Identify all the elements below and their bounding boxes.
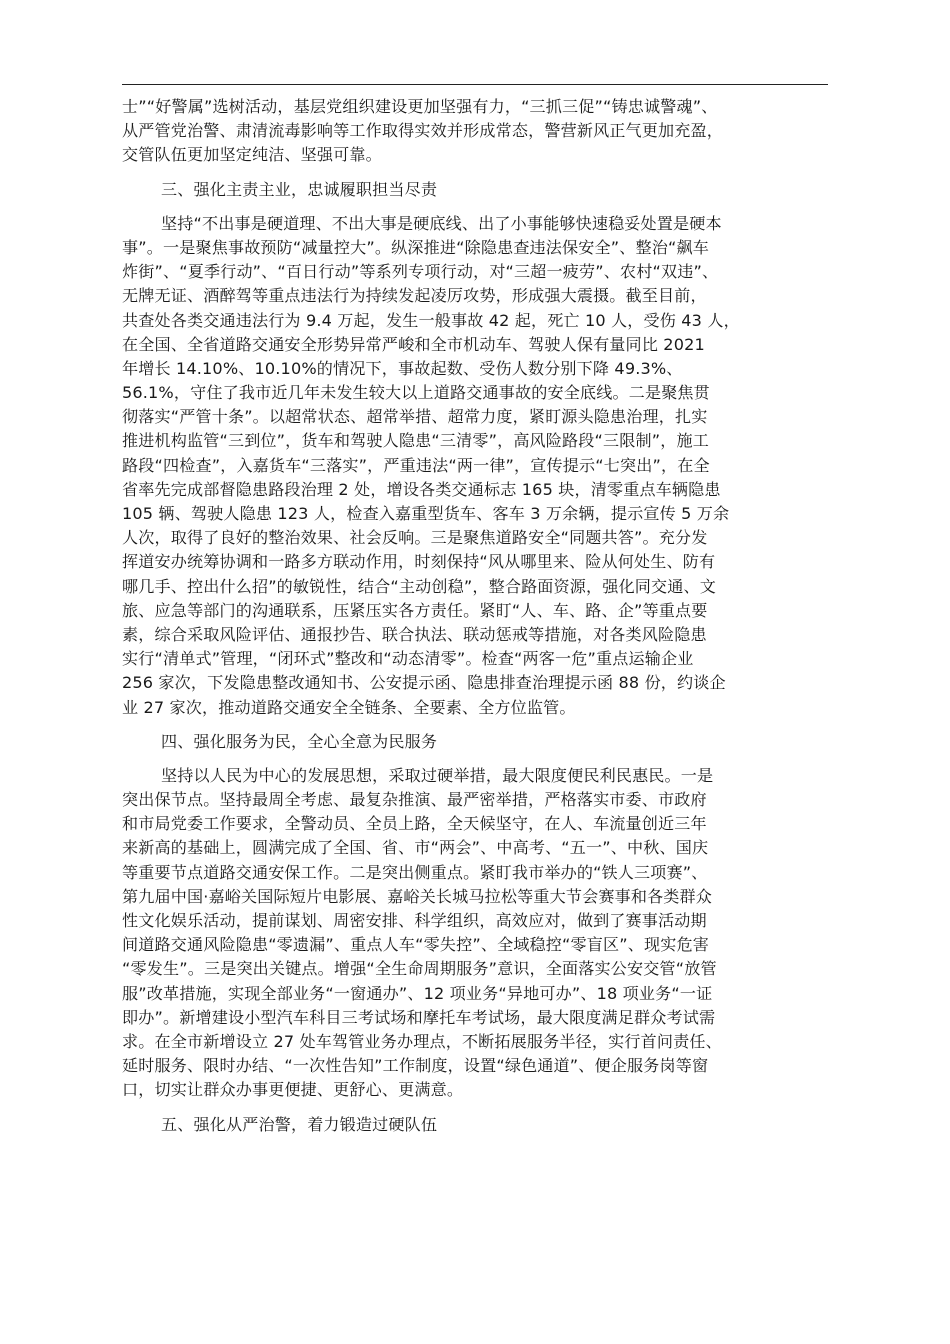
text-line: 素，综合采取风险评估、通报抄告、联合执法、联动惩戒等措施，对各类风险隐患: [122, 624, 707, 644]
section-5-heading: 五、强化从严治警，着力锻造过硬队伍: [161, 1114, 438, 1134]
text-line: 坚持以人民为中心的发展思想，采取过硬举措，最大限度便民利民惠民。一是: [161, 765, 714, 785]
text-line: 来新高的基础上，圆满完成了全国、省、市“两会”、中高考、“五一”、中秋、国庆: [122, 838, 709, 858]
text-line: 士”“好警属”选树活动，基层党组织建设更加坚强有力，“三抓三促”“铸忠诚警魂”、: [122, 97, 718, 116]
intro-paragraph: [122, 95, 832, 168]
text-line: 彻落实“严管十条”。以超常状态、超常举措、超常力度，紧盯源头隐患治理，扎实: [122, 407, 708, 427]
text-line: 求。在全市新增设立 27 处车驾管业务办理点，不断拓展服务半径，实行首问责任、: [122, 1031, 722, 1051]
text-line: 业 27 家次，推动道路交通安全全链条、全要素、全方位监管。: [122, 697, 576, 717]
text-line: 事”。一是聚焦事故预防“减量控大”。纵深推进“除隐患查违法保安全”、整治“飙车: [122, 237, 709, 257]
paragraph-gap: [122, 202, 832, 212]
section-3-heading: 三、强化主责主业，忠诚履职担当尽责: [161, 179, 438, 199]
text-line: 突出保节点。坚持最周全考虑、最复杂推演、最严密举措，严格落实市委、市政府: [122, 790, 707, 810]
text-line: 256 家次，下发隐患整改通知书、公安提示函、隐患排查治理提示函 88 份，约谈企: [122, 673, 726, 693]
text-line: 无牌无证、酒醉驾等重点违法行为持续发起凌厉攻势，形成强大震摄。截至目前，: [122, 286, 707, 306]
text-line: 56.1%，守住了我市近几年未发生较大以上道路交通事故的安全底线。二是聚焦贯: [122, 383, 710, 403]
text-line: 延时服务、限时办结、“一次性告知”工作制度，设置“绿色通道”、便企服务岗等窗: [122, 1056, 709, 1076]
text-line: 哪几手、控出什么招”的敏锐性，结合“主动创稳”，整合路面资源，强化同交通、文: [122, 576, 716, 596]
text-line: 坚持“不出事是硬道理、不出大事是硬底线、出了小事能够快速稳妥处置是硬本: [161, 213, 722, 233]
paragraph-gap: [122, 1103, 832, 1113]
section-4-paragraph: [122, 764, 832, 1103]
text-line: 省率先完成部督隐患路段治理 2 处，增设各类交通标志 165 块，清零重点车辆隐患: [122, 479, 721, 499]
text-line: 间道路交通风险隐患“零遗漏”、重点人车“零失控”、全域稳控“零盲区”、现实危害: [122, 935, 709, 955]
text-line: 性文化娱乐活动，提前谋划、周密安排、科学组织，高效应对，做到了赛事活动期: [122, 911, 707, 930]
text-line: 挥道安办统筹协调和一路多方联动作用，时刻保持“风从哪里来、险从何处生、防有: [122, 552, 716, 572]
text-line: 推进机构监管“三到位”，货车和驾驶人隐患“三清零”，高风险路段“三限制”，施工: [122, 431, 709, 451]
text-line: 105 辆、驾驶人隐患 123 人，检查入嘉重型货车、客车 3 万余辆，提示宣传 5 万余: [122, 504, 730, 523]
text-line: 年增长 14.10%、10.10%的情况下，事故起数、受伤人数分别下降 49.3%、: [122, 358, 683, 378]
text-line: 在全国、全省道路交通安全形势异常严峻和全市机动车、驾驶人保有量同比 2021: [122, 334, 705, 354]
text-line: 等重要节点道路交通安保工作。二是突出侧重点。紧盯我市举办的“铁人三项赛”、: [122, 862, 708, 882]
text-line: 共查处各类交通违法行为 9.4 万起，发生一般事故 42 起，死亡 10 人，受伤 43 人，: [122, 310, 740, 330]
text-line: 交管队伍更加坚定纯洁、坚强可靠。: [122, 145, 382, 165]
text-line: 第九届中国·嘉峪关国际短片电影展、嘉峪关长城马拉松等重大节会赛事和各类群众: [122, 886, 713, 906]
text-line: 从严管党治警、肃清流毒影响等工作取得实效并形成常态，警营新风正气更加充盈，: [122, 121, 724, 141]
paragraph-gap: [122, 168, 832, 178]
text-line: 炸街”、“夏季行动”、“百日行动”等系列专项行动，对“三超一疲劳”、农村“双违”、: [122, 262, 719, 282]
text-line: 口，切实让群众办事更便捷、更舒心、更满意。: [122, 1080, 464, 1100]
document-body: [122, 95, 832, 1147]
text-line: 实行“清单式”管理，“闭环式”整改和“动态清零”。检查“两客一危”重点运输企业: [122, 649, 694, 669]
header-rule: [122, 84, 828, 85]
paragraph-gap: [122, 720, 832, 730]
text-line: 即办”。新增建设小型汽车科目三考试场和摩托车考试场，最大限度满足群众考试需: [122, 1007, 716, 1027]
text-line: “零发生”。三是突出关键点。增强“全生命周期服务”意识，全面落实公安交管“放管: [122, 959, 717, 979]
section-3-paragraph: [122, 212, 832, 720]
text-line: 和市局党委工作要求，全警动员、全员上路，全天候坚守，在人、车流量创近三年: [122, 814, 707, 834]
text-line: 旅、应急等部门的沟通联系，压紧压实各方责任。紧盯“人、车、路、企”等重点要: [122, 600, 708, 620]
section-4-heading: 四、强化服务为民，全心全意为民服务: [161, 731, 438, 751]
text-line: 人次，取得了良好的整治效果、社会反响。三是聚焦道路安全“同题共答”。充分发: [122, 528, 708, 548]
paragraph-gap: [122, 754, 832, 764]
text-line: 路段“四检查”，入嘉货车“三落实”，严重违法“两一律”，宣传提示“七突出”，在全: [122, 455, 710, 475]
text-line: 服”改革措施，实现全部业务“一窗通办”、12 项业务“异地可办”、18 项业务“一证: [122, 983, 713, 1003]
paragraph-gap: [122, 1137, 832, 1147]
